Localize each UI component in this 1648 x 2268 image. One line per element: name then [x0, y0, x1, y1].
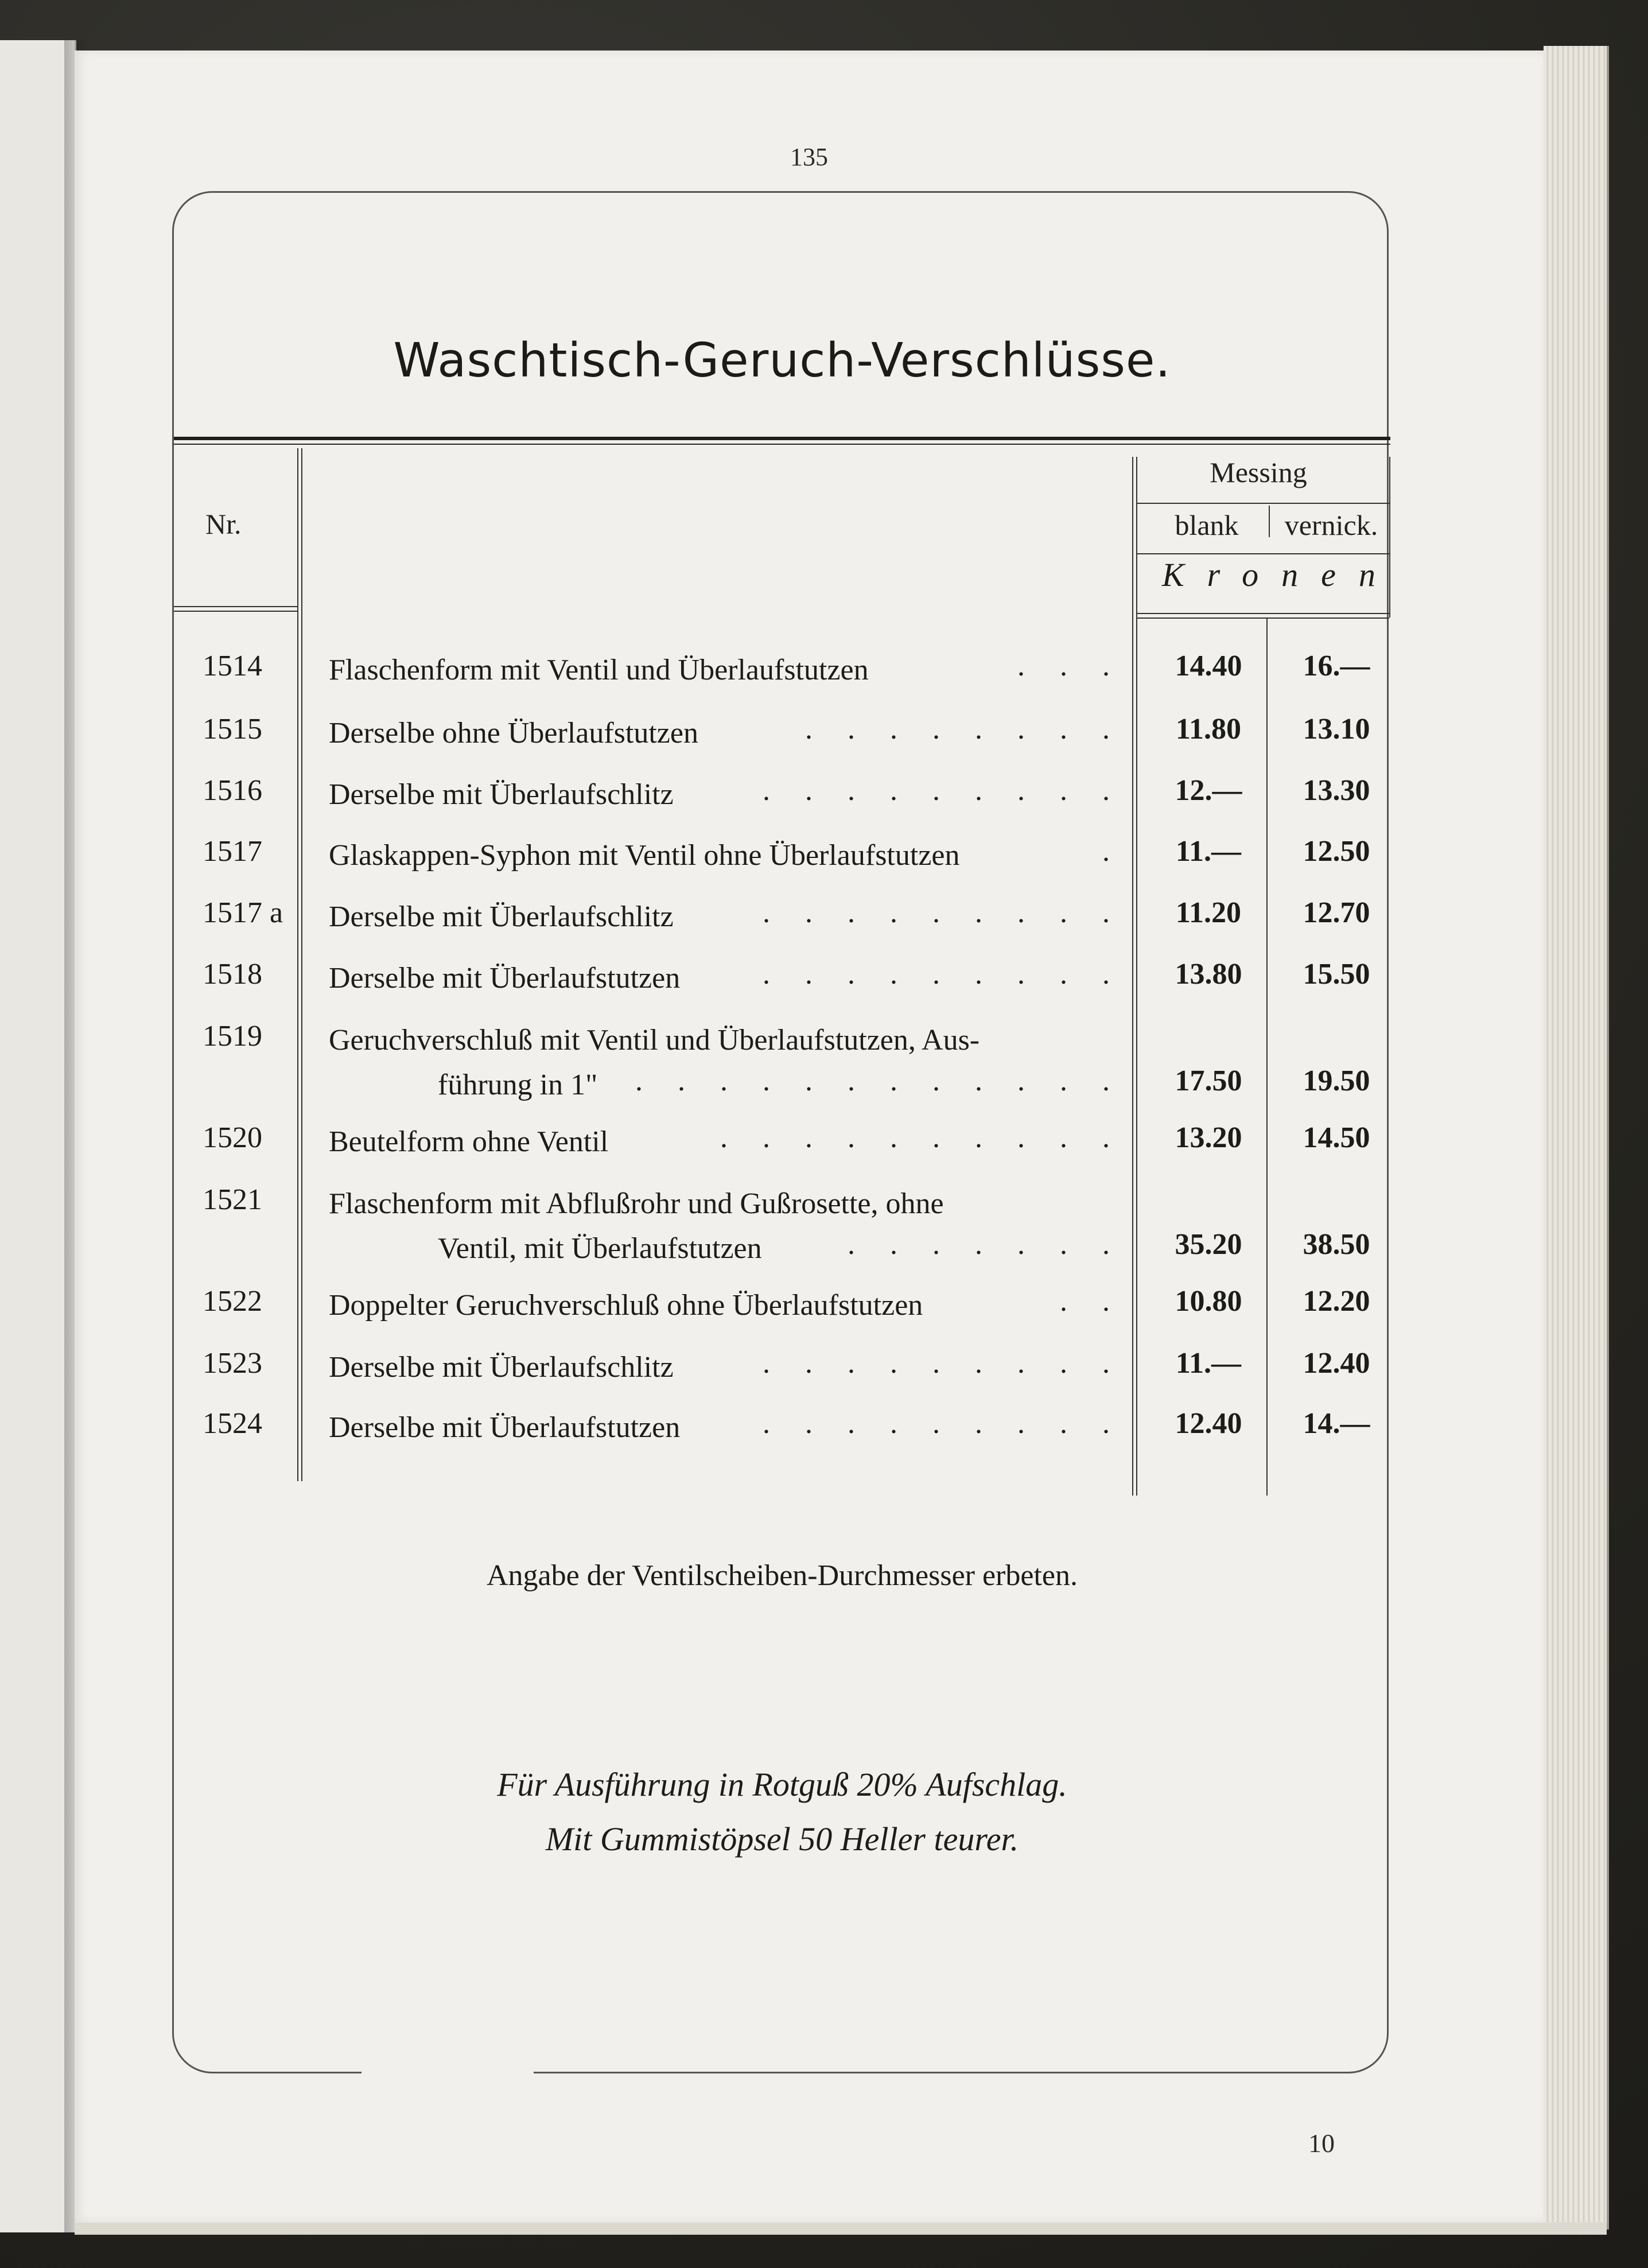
header-vernick: vernick.	[1284, 509, 1378, 541]
leader-dots: . . . . . . . . . . . .	[635, 1065, 1124, 1097]
column-divider-blank-header	[1269, 506, 1270, 537]
row-number: 1517 a	[203, 896, 283, 929]
price-vernick: 13.30	[1303, 774, 1370, 807]
price-vernick: 12.70	[1303, 896, 1370, 929]
leader-dots: . . . . . . . . .	[763, 958, 1124, 991]
leader-dots: . . . . . . .	[848, 1228, 1124, 1261]
price-vernick: 13.10	[1303, 713, 1370, 745]
row-number: 1523	[203, 1347, 262, 1380]
price-vernick: 16.—	[1303, 650, 1370, 682]
header-currency: Kronen	[1162, 556, 1398, 593]
header-line-kronen-2	[1136, 618, 1389, 619]
leader-dots: . . . . . . . . .	[763, 774, 1124, 807]
header-blank: blank	[1175, 509, 1239, 541]
price-vernick: 14.—	[1303, 1407, 1370, 1440]
price-blank: 13.80	[1175, 958, 1242, 991]
row-description: führung in 1"	[438, 1069, 598, 1101]
title-rule	[174, 437, 1390, 440]
header-nr: Nr.	[205, 508, 242, 540]
leader-dots: . . . . . . . . . .	[720, 1121, 1124, 1154]
price-blank: 11.—	[1175, 1347, 1242, 1380]
price-vernick: 38.50	[1303, 1228, 1370, 1261]
header-line-nr	[174, 606, 297, 607]
row-description: Flaschenform mit Abflußrohr und Gußrosette, ohne	[329, 1187, 944, 1220]
row-number: 1524	[203, 1407, 262, 1440]
leader-dots: . . . . . . . . .	[763, 1347, 1124, 1380]
row-description: Doppelter Geruchverschluß ohne Überlaufstutzen	[329, 1289, 923, 1322]
price-vernick: 12.50	[1303, 835, 1370, 868]
bottom-page-edges	[75, 2222, 1607, 2235]
price-vernick: 12.20	[1303, 1285, 1370, 1318]
header-line-kronen	[1136, 613, 1389, 614]
price-blank: 14.40	[1175, 650, 1242, 682]
price-vernick: 15.50	[1303, 958, 1370, 991]
row-description: Derselbe mit Überlaufschlitz	[329, 1351, 674, 1384]
title-rule-thin	[174, 444, 1390, 445]
row-description: Ventil, mit Überlaufstutzen	[438, 1232, 762, 1265]
leader-dots: . . . . . . . .	[805, 713, 1124, 745]
price-vernick: 19.50	[1303, 1065, 1370, 1097]
row-description: Geruchverschluß mit Ventil und Überlaufstutzen, Aus-	[329, 1024, 980, 1057]
column-divider-desc	[1132, 457, 1133, 1496]
page-frame	[172, 191, 1398, 2073]
price-blank: 11.—	[1175, 835, 1242, 868]
diameter-note: Angabe der Ventilscheiben-Durchmesser erbeten.	[487, 1559, 1078, 1592]
leader-dots: . . . . . . . . .	[763, 1407, 1124, 1440]
column-divider-nr-2	[301, 448, 302, 1481]
row-description: Derselbe ohne Überlaufstutzen	[329, 717, 698, 749]
price-blank: 12.40	[1175, 1407, 1242, 1440]
sheet-number: 10	[1308, 2129, 1335, 2158]
header-line-subcols	[1136, 553, 1389, 554]
row-number: 1522	[203, 1285, 262, 1318]
price-blank: 12.—	[1175, 774, 1242, 807]
column-divider-nr	[297, 448, 298, 1481]
row-number: 1520	[203, 1121, 262, 1154]
price-blank: 11.20	[1175, 896, 1242, 929]
gummistoepsel-note: Mit Gummistöpsel 50 Heller teurer.	[545, 1820, 1019, 1858]
header-line-nr-2	[174, 611, 297, 612]
column-divider-blank	[1266, 618, 1268, 1496]
row-number: 1519	[203, 1020, 262, 1053]
row-description: Derselbe mit Überlaufstutzen	[329, 962, 681, 995]
page-edges	[1544, 46, 1609, 2230]
row-description: Derselbe mit Überlaufschlitz	[329, 900, 674, 933]
row-description: Derselbe mit Überlaufstutzen	[329, 1411, 681, 1444]
price-blank: 35.20	[1175, 1228, 1242, 1261]
header-line-messing	[1136, 503, 1389, 504]
price-blank: 13.20	[1175, 1121, 1242, 1154]
row-description: Beutelform ohne Ventil	[329, 1125, 609, 1158]
frame-gap	[362, 2068, 534, 2077]
row-description: Derselbe mit Überlaufschlitz	[329, 778, 674, 811]
row-number: 1518	[203, 958, 262, 991]
price-blank: 10.80	[1175, 1285, 1242, 1318]
header-messing: Messing	[1210, 456, 1307, 488]
row-description: Glaskappen-Syphon mit Ventil ohne Überlaufstutzen	[329, 839, 960, 872]
price-blank: 11.80	[1175, 713, 1242, 745]
row-number: 1517	[203, 835, 262, 868]
price-blank: 17.50	[1175, 1065, 1242, 1097]
leader-dots: . .	[1060, 1285, 1124, 1318]
row-number: 1514	[203, 650, 262, 682]
rotguss-note: Für Ausführung in Rotguß 20% Aufschlag.	[497, 1766, 1067, 1803]
row-number: 1521	[203, 1183, 262, 1216]
leader-dots: . . .	[1017, 650, 1124, 682]
row-number: 1515	[203, 713, 262, 745]
leader-dots: . . . . . . . . .	[763, 896, 1124, 929]
price-vernick: 12.40	[1303, 1347, 1370, 1380]
row-number: 1516	[203, 774, 262, 807]
page-number: 135	[790, 143, 828, 171]
page-title: Waschtisch-Geruch-Verschlüsse.	[393, 333, 1171, 388]
price-vernick: 14.50	[1303, 1121, 1370, 1154]
catalog-page	[75, 51, 1544, 2223]
row-description: Flaschenform mit Ventil und Überlaufstutzen	[329, 654, 869, 686]
leader-dots: .	[1102, 835, 1124, 868]
